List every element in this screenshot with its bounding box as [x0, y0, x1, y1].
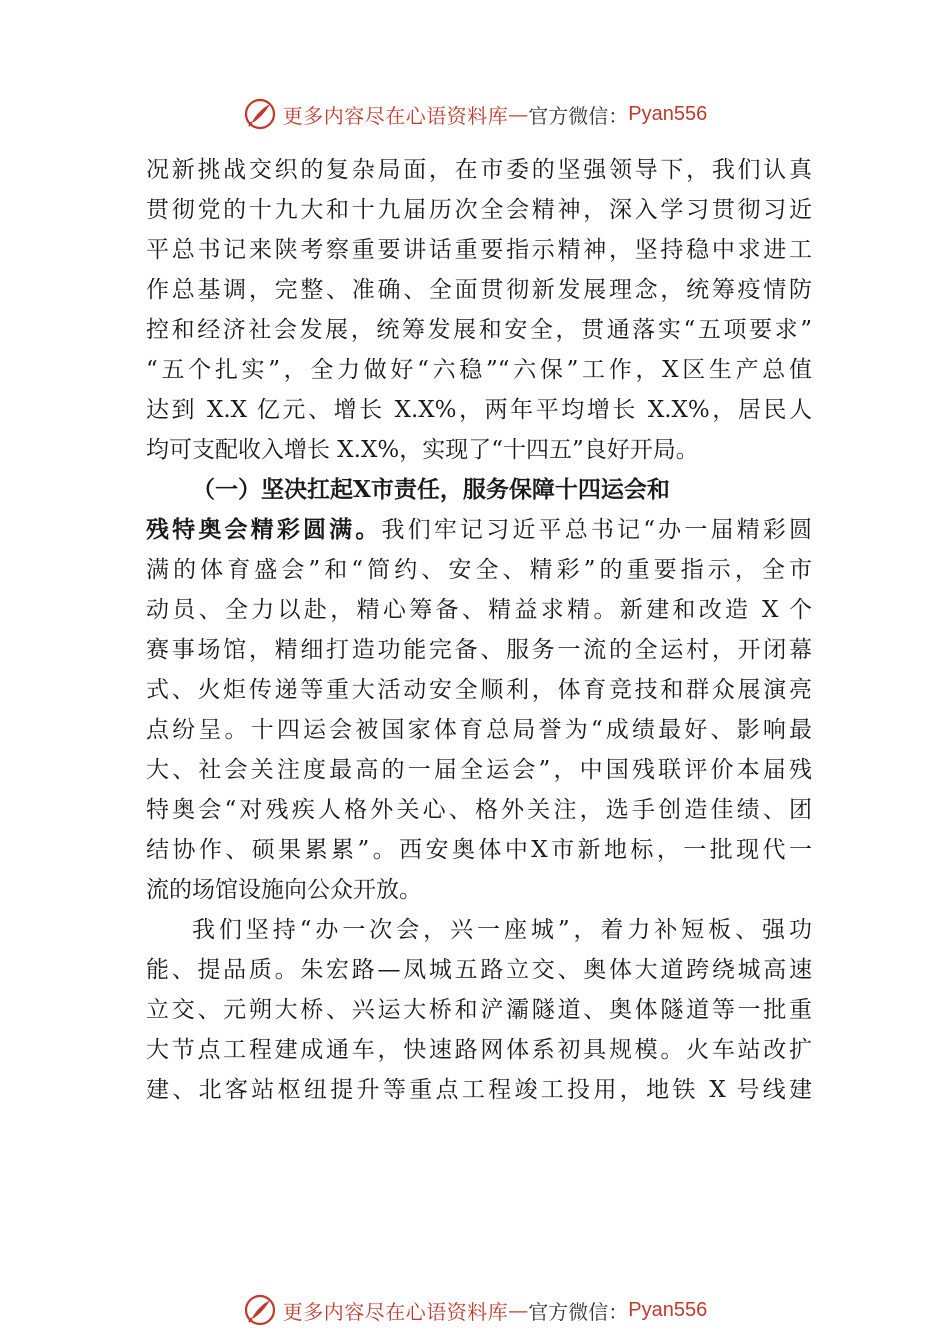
text-line: 特奥会“对残疾人格外关心、格外关注，选手创造佳绩、团: [146, 797, 812, 823]
text-line: 大、社会关注度最高的一届全运会”，中国残联评价本届残: [146, 757, 812, 783]
document-body: [146, 150, 812, 1110]
text-line: 平总书记来陕考察重要讲话重要指示精神，坚持稳中求进工: [146, 237, 812, 263]
text-line: 能、提品质。朱宏路—凤城五路立交、奥体大道跨绕城高速: [146, 957, 812, 983]
banner-dash: —: [508, 102, 529, 126]
section-heading-continued: 残特奥会精彩圆满。: [146, 516, 382, 543]
header-banner: [0, 94, 950, 134]
text-line: 点纷呈。十四运会被国家体育总局誉为“成绩最好、影响最: [146, 717, 812, 743]
text-line: 动员、全力以赴，精心筹备、精益求精。新建和改造 X 个: [146, 597, 812, 623]
text-line: “五个扎实”，全力做好“六稳”“六保”工作，X区生产总值: [146, 357, 812, 383]
text-line: 贯彻党的十九大和十九届历次全会精神，深入学习贯彻习近: [146, 197, 812, 223]
text-line: 大节点工程建成通车，快速路网体系初具规模。火车站改扩: [146, 1037, 812, 1063]
text-line: 建、北客站枢纽提升等重点工程竣工投用，地铁 X 号线建: [146, 1077, 812, 1103]
banner-title: 更多内容尽在心语资料库: [282, 103, 509, 128]
text-line: 控和经济社会发展，统筹发展和安全，贯通落实“五项要求”: [146, 317, 812, 343]
text-line: 满的体育盛会”和“简约、安全、精彩”的重要指示，全市: [146, 557, 812, 583]
banner-wechat-label: 官方微信：: [528, 1299, 629, 1324]
banner-wechat-id: Pyan556: [628, 102, 708, 125]
paragraph-2: [146, 510, 812, 910]
text-line: 作总基调，完整、准确、全面贯彻新发展理念，统筹疫情防: [146, 277, 812, 303]
text-line: 立交、元朔大桥、兴运大桥和浐灞隧道、奥体隧道等一批重: [146, 997, 812, 1023]
text-line: 式、火炬传递等重大活动安全顺利，体育竞技和群众展演亮: [146, 677, 812, 703]
text-line: 残特奥会精彩圆满。我们牢记习近平总书记“办一届精彩圆: [146, 516, 812, 543]
text-line: 结协作、硕果累累”。西安奥体中X市新地标，一批现代一: [146, 837, 812, 863]
paragraph-1: [146, 150, 812, 470]
text-line: 达到 X.X 亿元、增长 X.X%，两年平均增长 X.X%，居民人: [146, 397, 812, 423]
footer-banner: [0, 1290, 950, 1330]
text-line: 况新挑战交织的复杂局面，在市委的坚强领导下，我们认真: [146, 157, 812, 183]
text-line: 赛事场馆，精细打造功能完备、服务一流的全运村，开闭幕: [146, 637, 812, 663]
banner-wechat-label: 官方微信：: [528, 103, 629, 128]
banner-wechat-id: Pyan556: [628, 1298, 708, 1321]
paragraph-3: [146, 910, 812, 1110]
text-line: 均可支配收入增长 X.X%，实现了“十四五”良好开局。: [146, 437, 699, 463]
banner-title: 更多内容尽在心语资料库: [282, 1299, 509, 1324]
text-line: 我们坚持“办一次会，兴一座城”，着力补短板、强功: [192, 917, 812, 943]
text-line: 流的场馆设施向公众开放。: [146, 877, 422, 903]
quill-pen-logo-icon: [243, 1293, 277, 1327]
section-heading: （一）坚决扛起X市责任，服务保障十四运会和: [192, 476, 670, 503]
banner-dash: —: [508, 1298, 529, 1322]
quill-pen-logo-icon: [243, 97, 277, 131]
